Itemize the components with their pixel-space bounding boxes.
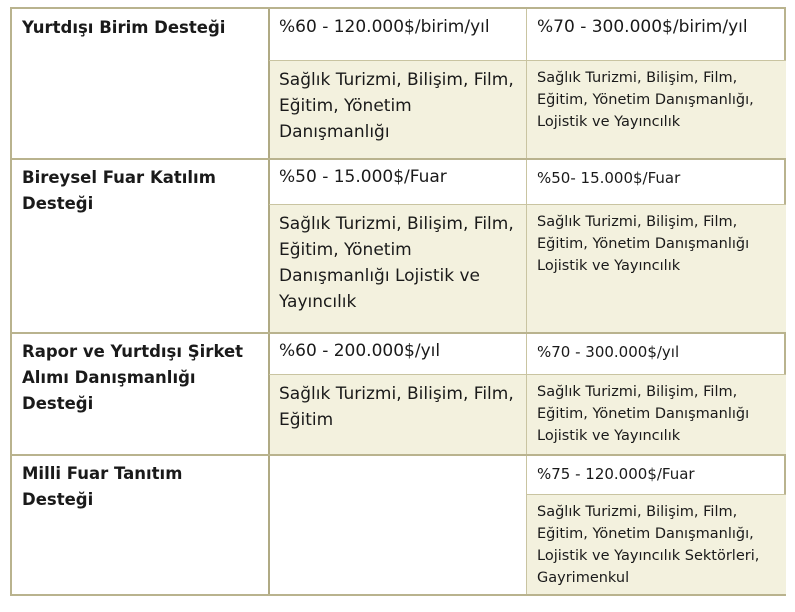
row-divider [12, 454, 786, 456]
subrow-divider [269, 60, 786, 61]
row-label-milli-fuar: Milli Fuar Tanıtım Desteği [22, 464, 183, 509]
sectors-cell-b: Sağlık Turizmi, Bilişim, Film, Eğitim, Yönetim Danışmanlığı, Lojistik ve Yayıncılık [527, 61, 786, 159]
sectors-cell-a: Sağlık Turizmi, Bilişim, Film, Eğitim, Yönetim Danışmanlığı [269, 61, 527, 159]
rate-cell-a: %60 - 120.000$/birim/yıl [279, 17, 490, 37]
rate-cell-b: %70 - 300.000$/yıl [537, 343, 680, 361]
row-divider [12, 332, 786, 334]
sectors-cell-a: Sağlık Turizmi, Bilişim, Film, Eğitim, Yönetim Danışmanlığı Lojistik ve Yayıncılık [269, 205, 527, 333]
row-label-yurtdisi-birim: Yurtdışı Birim Desteği [22, 18, 226, 37]
rate-cell-a: %50 - 15.000$/Fuar [279, 167, 447, 187]
rate-cell-a: %60 - 200.000$/yıl [279, 341, 441, 361]
subrow-divider [527, 494, 786, 495]
empty-cell [269, 455, 527, 594]
row-label-rapor-sirket-alimi: Rapor ve Yurtdışı Şirket Alımı Danışmanlığı Desteği [22, 342, 244, 413]
sectors-cell-b: Sağlık Turizmi, Bilişim, Film, Eğitim, Yönetim Danışmanlığı Lojistik ve Yayıncılık [527, 375, 786, 455]
subrow-divider [269, 204, 786, 205]
rate-cell-b: %70 - 300.000$/birim/yıl [537, 17, 748, 37]
subrow-divider [269, 374, 786, 375]
row-divider [12, 158, 786, 160]
column-divider [526, 9, 527, 594]
support-table [10, 7, 786, 596]
sectors-cell-b: Sağlık Turizmi, Bilişim, Film, Eğitim, Yönetim Danışmanlığı, Lojistik ve Yayıncılık Sektörleri, Gayrimenkul [527, 495, 786, 594]
row-label-bireysel-fuar: Bireysel Fuar Katılım Desteği [22, 168, 216, 213]
column-divider [268, 9, 270, 594]
sectors-cell-a: Sağlık Turizmi, Bilişim, Film, Eğitim [269, 375, 527, 455]
rate-cell-b: %50- 15.000$/Fuar [537, 169, 681, 187]
rate-cell-b: %75 - 120.000$/Fuar [537, 465, 695, 483]
sectors-cell-b: Sağlık Turizmi, Bilişim, Film, Eğitim, Yönetim Danışmanlığı Lojistik ve Yayıncılık [527, 205, 786, 333]
